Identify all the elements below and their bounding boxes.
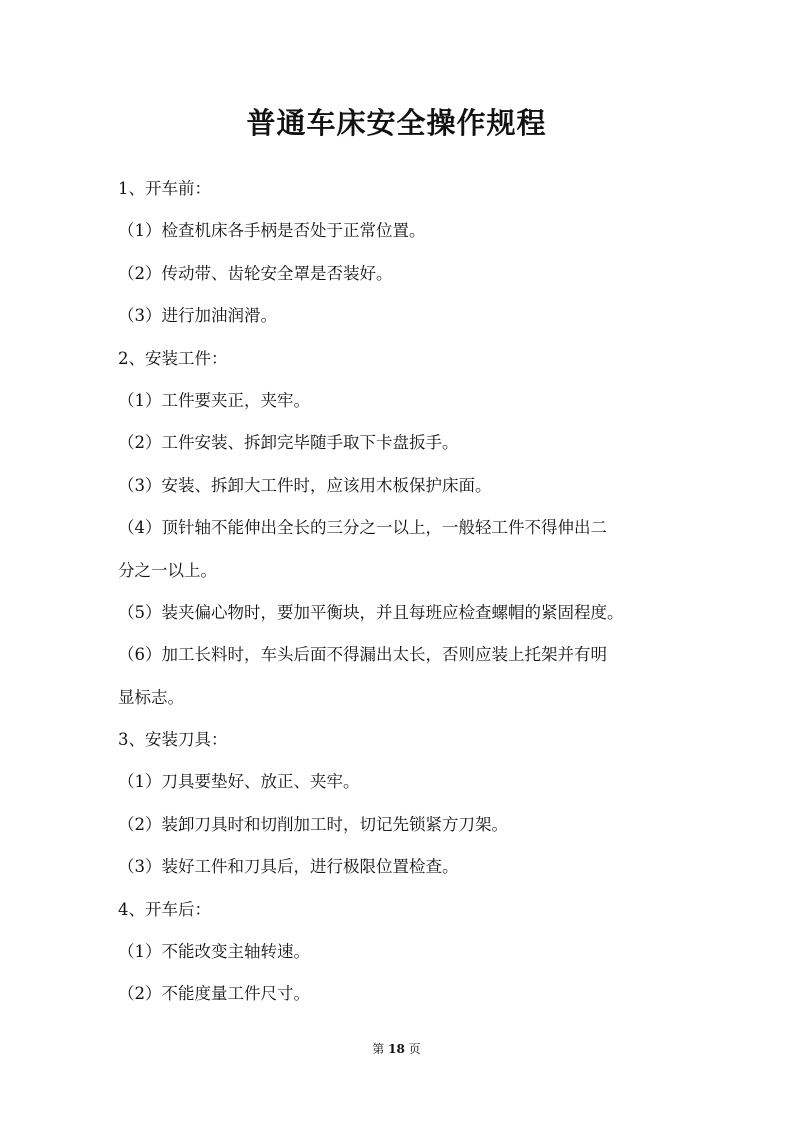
list-item: （1）检查机床各手柄是否处于正常位置。: [118, 221, 426, 241]
list-item: （1）工件要夹正，夹牢。: [118, 390, 310, 410]
list-item: （3）装好工件和刀具后，进行极限位置检查。: [118, 857, 459, 877]
list-item-continuation: 显标志。: [118, 687, 184, 707]
list-item: （4）顶针轴不能伸出全长的三分之一以上，一般轻工件不得伸出二: [118, 518, 607, 538]
list-item: （2）装卸刀具时和切削加工时，切记先锁紧方刀架。: [118, 814, 508, 834]
list-item: （5）装夹偏心物时，要加平衡块，并且每班应检查螺帽的紧固程度。: [118, 602, 624, 622]
list-item: （2）工件安装、拆卸完毕随手取下卡盘扳手。: [118, 433, 459, 453]
list-item: （3）安装、拆卸大工件时，应该用木板保护床面。: [118, 475, 492, 495]
page-number-suffix: 页: [408, 1042, 421, 1056]
section-heading: 1、开车前：: [118, 179, 211, 198]
document-title: 普通车床安全操作规程: [246, 106, 547, 140]
list-item: （2）传动带、齿轮安全罩是否装好。: [118, 263, 393, 283]
section-heading: 3、安装刀具：: [118, 730, 228, 750]
section-heading: 4、开车后：: [118, 899, 211, 919]
page-footer: [0, 1040, 793, 1058]
list-item: （3）进行加油润滑。: [118, 306, 277, 326]
section-heading: 2、安装工件：: [118, 348, 228, 368]
page-number: 18: [388, 1042, 405, 1056]
list-item: （2）不能度量工件尺寸。: [118, 984, 310, 1004]
list-item: （1）不能改变主轴转速。: [118, 942, 310, 962]
page-number-prefix: 第: [372, 1042, 385, 1056]
list-item: （1）刀具要垫好、放正、夹牢。: [118, 772, 360, 792]
document-body: [118, 168, 678, 1016]
list-item-continuation: 分之一以上。: [118, 560, 217, 580]
list-item: （6）加工长料时，车头后面不得漏出太长，否则应装上托架并有明: [118, 645, 607, 665]
